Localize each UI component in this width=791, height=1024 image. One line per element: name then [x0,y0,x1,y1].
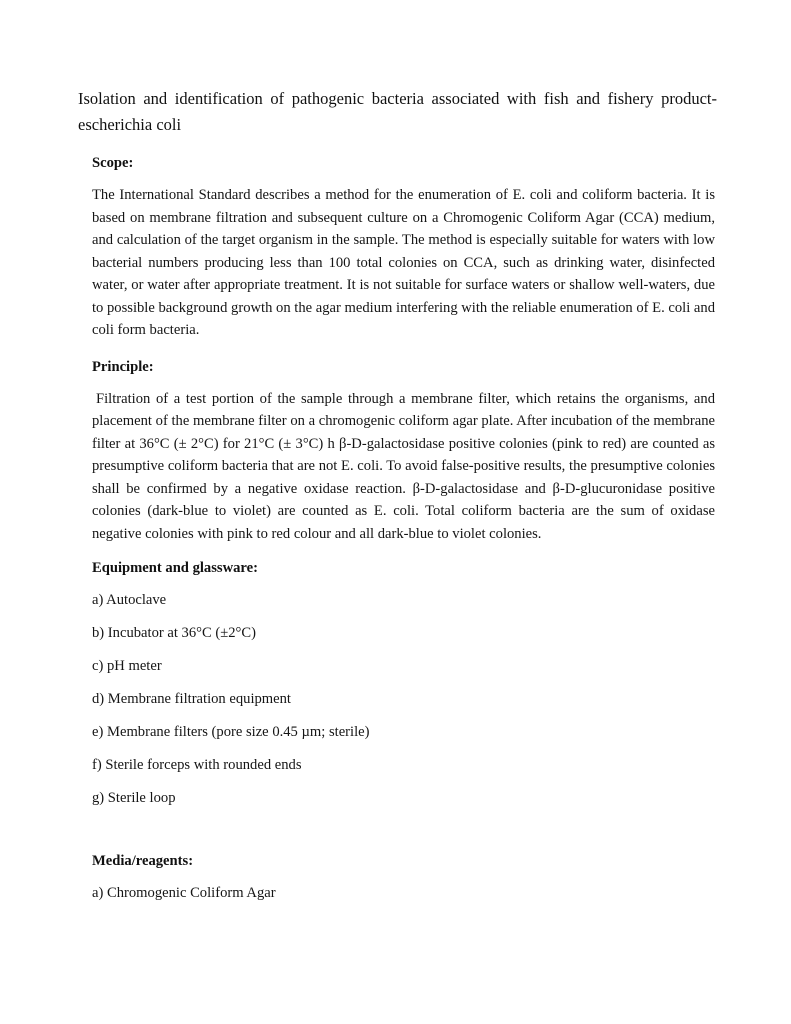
section-heading-media-reagents: Media/reagents: [92,853,194,869]
section-equipment [92,557,715,810]
equipment-item-d: d) Membrane filtration equipment [92,691,291,707]
section-heading-equipment: Equipment and glassware: [92,560,258,576]
equipment-item-a: a) Autoclave [92,592,167,608]
media-item-a: a) Chromogenic Coliform Agar [92,885,276,901]
equipment-item-f: f) Sterile forceps with rounded ends [92,757,302,773]
equipment-item-e: e) Membrane filters (pore size 0.45 µm; sterile) [92,724,370,740]
principle-paragraph: Filtration of a test portion of the sample through a membrane filter, which retains the organisms, and placement of the membrane filter on a chromogenic coliform agar plate. After incubation of the membrane filter at 36°C (± 2°C) for 21°C (± 3°C) h β-D-galactosidase positive colonies (pink to red) are counted as presumptive coliform bacteria that are not E. coli. To avoid false-positive results, the presumptive colonies shall be confirmed by a negative oxidase reaction. β-D-galactosidase and β-D-glucuronidase positive colonies (dark-blue to violet) are counted as E. coli. Total coliform bacteria are the sum of oxidase negative colonies with pink to red colour and all dark-blue to violet colonies. [92,390,715,542]
section-heading-principle: Principle: [92,358,154,375]
section-principle [92,356,715,546]
equipment-item-c: c) pH meter [92,658,162,674]
section-heading-scope: Scope: [92,155,134,171]
equipment-item-b: b) Incubator at 36°C (±2°C) [92,625,256,641]
document-title: Isolation and identification of pathogenic bacteria associated with fish and fishery product- escherichia coli [78,89,717,134]
document-content [92,152,715,905]
equipment-item-g: g) Sterile loop [92,790,176,806]
section-scope [92,152,715,342]
scope-paragraph: The International Standard describes a method for the enumeration of E. coli and coliform bacteria. It is based on membrane filtration and subsequent culture on a Chromogenic Coliform Agar (CCA) medium, and calculation of the target organism in the sample. The method is especially suitable for waters with low bacterial numbers producing less than 100 total colonies on CCA, such as drinking water, disinfected water, or water after appropriate treatment. It is not suitable for surface waters or shallow well-waters, due to possible background growth on the agar medium interfering with the reliable enumeration of E. coli and coli form bacteria. [92,187,715,338]
section-media-reagents [92,850,715,905]
